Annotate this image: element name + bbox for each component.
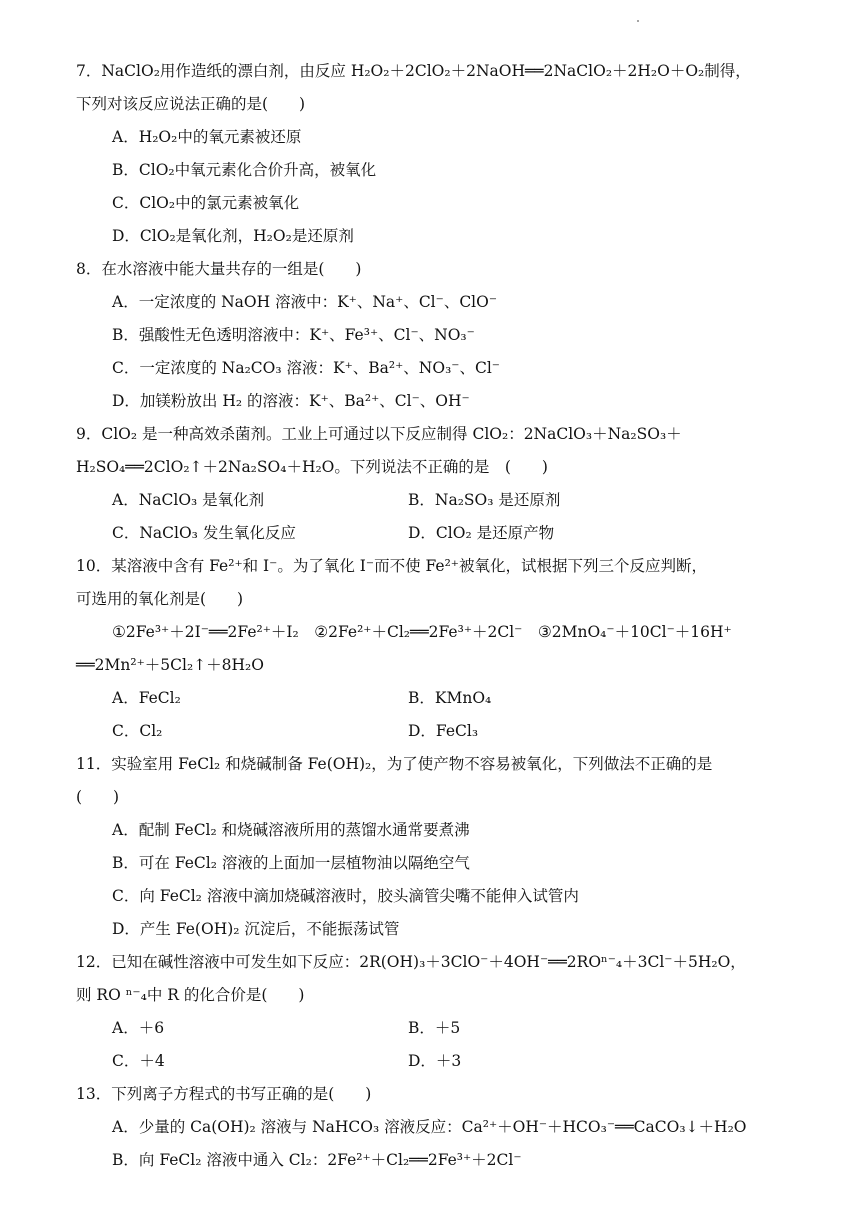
- q12-options-row-1: [0, 1013, 867, 1043]
- q7-stem-line-1: 7．NaClO₂用作造纸的漂白剂，由反应 H₂O₂＋2ClO₂＋2NaOH══2NaClO₂＋2H₂O＋O₂制得，: [76, 62, 751, 80]
- q8-option-c: C．一定浓度的 Na₂CO₃ 溶液：K⁺、Ba²⁺、NO₃⁻、Cl⁻: [112, 359, 500, 377]
- q7-option-a: A．H₂O₂中的氧元素被还原: [112, 128, 302, 146]
- q9-stem-line-2: H₂SO₄══2ClO₂↑＋2Na₂SO₄＋H₂O。下列说法不正确的是 ( ): [76, 458, 548, 476]
- q9-option-a: A．NaClO₃ 是氧化剂: [112, 491, 265, 509]
- q10-option-d: D．FeCl₃: [408, 722, 479, 740]
- q13-stem: 13．下列离子方程式的书写正确的是( ): [76, 1085, 372, 1103]
- q10-option-c: C．Cl₂: [112, 722, 163, 740]
- q12-option-a: A．＋6: [112, 1019, 165, 1037]
- q9-option-c: C．NaClO₃ 发生氧化反应: [112, 524, 296, 542]
- q11-option-a: A．配制 FeCl₂ 和烧碱溶液所用的蒸馏水通常要煮沸: [112, 821, 470, 839]
- q12-stem-line-1: 12．已知在碱性溶液中可发生如下反应：2R(OH)₃＋3ClO⁻＋4OH⁻══2ROⁿ⁻₄＋3Cl⁻＋5H₂O，: [76, 953, 746, 971]
- q7-option-c: C．ClO₂中的氯元素被氧化: [112, 194, 300, 212]
- q9-option-b: B．Na₂SO₃ 是还原剂: [408, 491, 561, 509]
- q13-option-a: A．少量的 Ca(OH)₂ 溶液与 NaHCO₃ 溶液反应：Ca²⁺＋OH⁻＋HCO₃⁻══CaCO₃↓＋H₂O: [112, 1118, 747, 1136]
- q10-option-b: B．KMnO₄: [408, 689, 492, 707]
- q10-options-row-1: [0, 683, 867, 713]
- q10-option-a: A．FeCl₂: [112, 689, 181, 707]
- q8-option-d: D．加镁粉放出 H₂ 的溶液：K⁺、Ba²⁺、Cl⁻、OH⁻: [112, 392, 470, 410]
- q10-reactions-line-1: ①2Fe³⁺＋2I⁻══2Fe²⁺＋I₂ ②2Fe²⁺＋Cl₂══2Fe³⁺＋2Cl⁻ ③2MnO₄⁻＋10Cl⁻＋16H⁺: [112, 623, 732, 641]
- q11-option-d: D．产生 Fe(OH)₂ 沉淀后，不能振荡试管: [112, 920, 400, 938]
- q12-option-b: B．＋5: [408, 1019, 461, 1037]
- q8-option-a: A．一定浓度的 NaOH 溶液中：K⁺、Na⁺、Cl⁻、ClO⁻: [112, 293, 498, 311]
- q13-option-b: B．向 FeCl₂ 溶液中通入 Cl₂：2Fe²⁺＋Cl₂══2Fe³⁺＋2Cl⁻: [112, 1151, 522, 1169]
- q9-stem-line-1: 9．ClO₂ 是一种高效杀菌剂。工业上可通过以下反应制得 ClO₂：2NaClO₃＋Na₂SO₃＋: [76, 425, 682, 443]
- q10-reactions-line-2: ══2Mn²⁺＋5Cl₂↑＋8H₂O: [76, 656, 264, 674]
- q10-stem-line-2: 可选用的氧化剂是( ): [76, 590, 244, 608]
- q7-option-d: D．ClO₂是氧化剂，H₂O₂是还原剂: [112, 227, 354, 245]
- q11-option-b: B．可在 FeCl₂ 溶液的上面加一层植物油以隔绝空气: [112, 854, 470, 872]
- q11-stem-line-1: 11．实验室用 FeCl₂ 和烧碱制备 Fe(OH)₂，为了使产物不容易被氧化，下列做法不正确的是: [76, 755, 713, 773]
- q12-stem-line-2: 则 RO ⁿ⁻₄中 R 的化合价是( ): [76, 986, 305, 1004]
- q9-options-row-1: [0, 485, 867, 515]
- q8-stem: 8．在水溶液中能大量共存的一组是( ): [76, 260, 362, 278]
- q12-option-d: D．＋3: [408, 1052, 462, 1070]
- q10-stem-line-1: 10．某溶液中含有 Fe²⁺和 I⁻。为了氧化 I⁻而不使 Fe²⁺被氧化，试根据下列三个反应判断，: [76, 557, 707, 575]
- q7-option-b: B．ClO₂中氧元素化合价升高，被氧化: [112, 161, 377, 179]
- q12-options-row-2: [0, 1046, 867, 1076]
- q11-stem-line-2: ( ): [76, 788, 120, 806]
- q11-option-c: C．向 FeCl₂ 溶液中滴加烧碱溶液时，胶头滴管尖嘴不能伸入试管内: [112, 887, 579, 905]
- q8-option-b: B．强酸性无色透明溶液中：K⁺、Fe³⁺、Cl⁻、NO₃⁻: [112, 326, 475, 344]
- q7-stem-line-2: 下列对该反应说法正确的是( ): [76, 95, 306, 113]
- q12-option-c: C．＋4: [112, 1052, 165, 1070]
- q9-options-row-2: [0, 518, 867, 548]
- q10-options-row-2: [0, 716, 867, 746]
- scan-speck: [637, 20, 639, 22]
- q9-option-d: D．ClO₂ 是还原产物: [408, 524, 555, 542]
